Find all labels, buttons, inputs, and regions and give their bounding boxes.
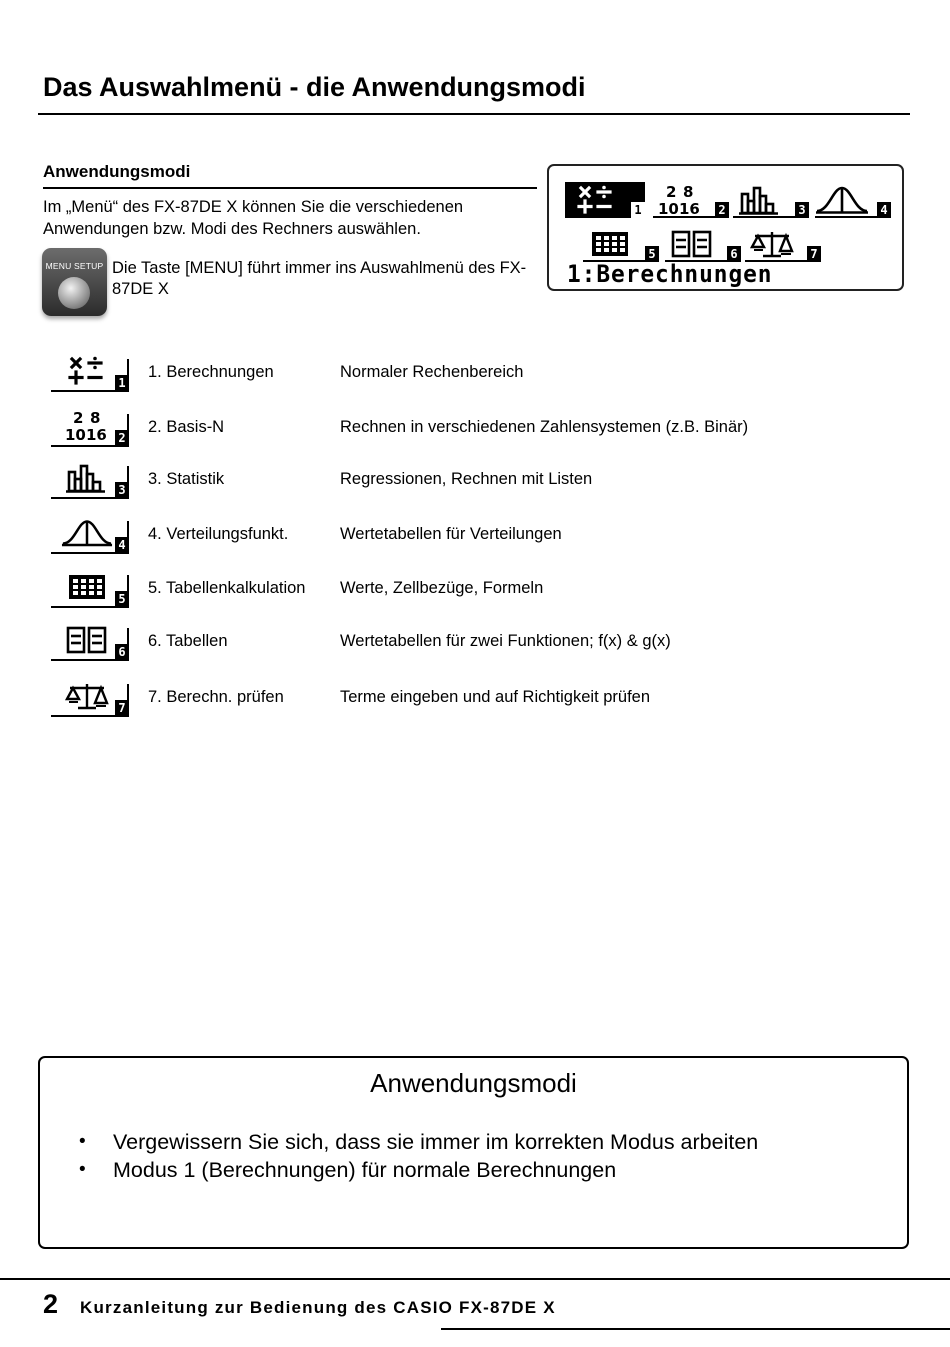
page-title: Das Auswahlmenü - die Anwendungsmodi (43, 72, 586, 102)
footer-underline (441, 1328, 950, 1330)
mode-name: 3. Statistik (148, 470, 225, 488)
mode-description: Regressionen, Rechnen mit Listen (340, 470, 593, 488)
tile-underline (51, 445, 115, 447)
section-title: Anwendungsmodi (43, 162, 191, 181)
summary-bullet: • Modus 1 (Berechnungen) für normale Berechnungen (110, 1156, 758, 1184)
svg-text:8: 8 (90, 410, 101, 427)
distribution-icon (61, 516, 113, 550)
svg-text:10: 10 (65, 426, 86, 442)
tile-underline (51, 659, 115, 661)
tile-tick (127, 466, 129, 482)
footer-divider (0, 1278, 950, 1280)
summary-box (38, 1056, 909, 1249)
tile-number: 2 (115, 430, 129, 447)
screen-tile-4 (811, 182, 891, 218)
tile-number: 3 (115, 482, 129, 499)
tile-tick (127, 414, 129, 430)
tile-tick (127, 575, 129, 591)
statistics-icon (733, 184, 787, 216)
tile-tick (127, 521, 129, 537)
intro-text: Im „Menü“ des FX-87DE X können Sie die verschiedenen Anwendungen bzw. Modi des Rechners auswählen. (43, 198, 464, 238)
svg-text:16: 16 (86, 426, 107, 442)
page-number: 2 (43, 1289, 59, 1319)
svg-text:16: 16 (679, 200, 700, 216)
summary-list (110, 1128, 758, 1184)
mode-icon-tile-3 (51, 459, 131, 499)
tile-number: 6 (115, 644, 129, 661)
tile-number: 5 (115, 591, 129, 608)
mode-icon-tile-6 (51, 621, 131, 661)
mode-name: 4. Verteilungsfunkt. (148, 525, 289, 543)
mode-name: 6. Tabellen (148, 632, 228, 650)
section-divider (43, 187, 537, 189)
menu-setup-key (42, 248, 107, 316)
base-n-icon (61, 409, 113, 443)
screen-tile-5 (579, 226, 659, 262)
table-icon (665, 228, 719, 260)
tile-number: 4 (877, 202, 891, 218)
spreadsheet-icon (61, 570, 113, 604)
mode-icon-tile-4 (51, 514, 131, 554)
title-divider (38, 113, 910, 115)
screen-tile-2 (649, 182, 729, 218)
tile-tick (127, 359, 129, 375)
mode-description: Rechnen in verschiedenen Zahlensystemen (z.B. Binär) (340, 418, 749, 436)
menu-knob-icon (58, 277, 90, 309)
mode-icon-tile-7 (51, 677, 131, 717)
tile-number: 5 (645, 246, 659, 262)
calculate-icon (61, 354, 113, 388)
mode-description: Normaler Rechenbereich (340, 363, 524, 381)
tile-number: 1 (115, 375, 129, 392)
tile-underline (51, 715, 115, 717)
spreadsheet-icon (583, 228, 637, 260)
mode-name: 2. Basis-N (148, 418, 225, 436)
tile-number: 2 (715, 202, 729, 218)
tile-tick (127, 628, 129, 644)
mode-name: 1. Berechnungen (148, 363, 274, 381)
svg-text:10: 10 (658, 200, 679, 216)
tile-number: 6 (727, 246, 741, 262)
tile-underline (51, 606, 115, 608)
menu-key-description: Die Taste [MENU] führt immer ins Auswahlmenü des FX-87DE X (112, 259, 527, 298)
mode-icon-tile-1 (51, 352, 131, 392)
tile-tick (127, 684, 129, 700)
tile-number: 1 (631, 202, 645, 218)
tile-underline (653, 216, 715, 218)
table-icon (61, 623, 113, 657)
menu-key-label: MENU SETUP (45, 261, 104, 271)
tile-underline (51, 497, 115, 499)
mode-icon-tile-5 (51, 568, 131, 608)
tile-number: 4 (115, 537, 129, 554)
statistics-icon (61, 461, 113, 495)
mode-name: 7. Berechn. prüfen (148, 688, 284, 706)
summary-title: Anwendungsmodi (370, 1068, 577, 1098)
verify-icon (61, 679, 113, 713)
summary-bullet: • Vergewissern Sie sich, dass sie immer im korrekten Modus arbeiten (110, 1128, 758, 1156)
footer-text: Kurzanleitung zur Bedienung des CASIO FX-87DE X (80, 1298, 556, 1317)
verify-icon (745, 228, 799, 260)
screen-tile-1 (565, 182, 645, 218)
tile-underline (51, 552, 115, 554)
screen-tile-7 (741, 226, 821, 262)
mode-description: Werte, Zellbezüge, Formeln (340, 579, 544, 597)
screen-tile-3 (729, 182, 809, 218)
tile-number: 7 (807, 246, 821, 262)
calculate-icon (569, 184, 623, 216)
mode-name: 5. Tabellenkalkulation (148, 579, 306, 597)
tile-underline (51, 390, 115, 392)
calculator-screen (547, 164, 904, 291)
screen-caption: 1:Berechnungen (567, 260, 773, 288)
distribution-icon (815, 184, 869, 216)
mode-description: Wertetabellen für zwei Funktionen; f(x) & g(x) (340, 632, 671, 650)
svg-text:2: 2 (666, 184, 677, 201)
tile-number: 3 (795, 202, 809, 218)
tile-underline (733, 216, 795, 218)
svg-text:8: 8 (683, 184, 694, 201)
base-n-icon (653, 184, 707, 216)
mode-description: Terme eingeben und auf Richtigkeit prüfen (340, 688, 651, 706)
mode-icon-tile-2 (51, 407, 131, 447)
mode-description: Wertetabellen für Verteilungen (340, 525, 562, 543)
tile-underline (815, 216, 877, 218)
svg-text:2: 2 (73, 410, 84, 427)
tile-number: 7 (115, 700, 129, 717)
screen-tile-6 (661, 226, 741, 262)
